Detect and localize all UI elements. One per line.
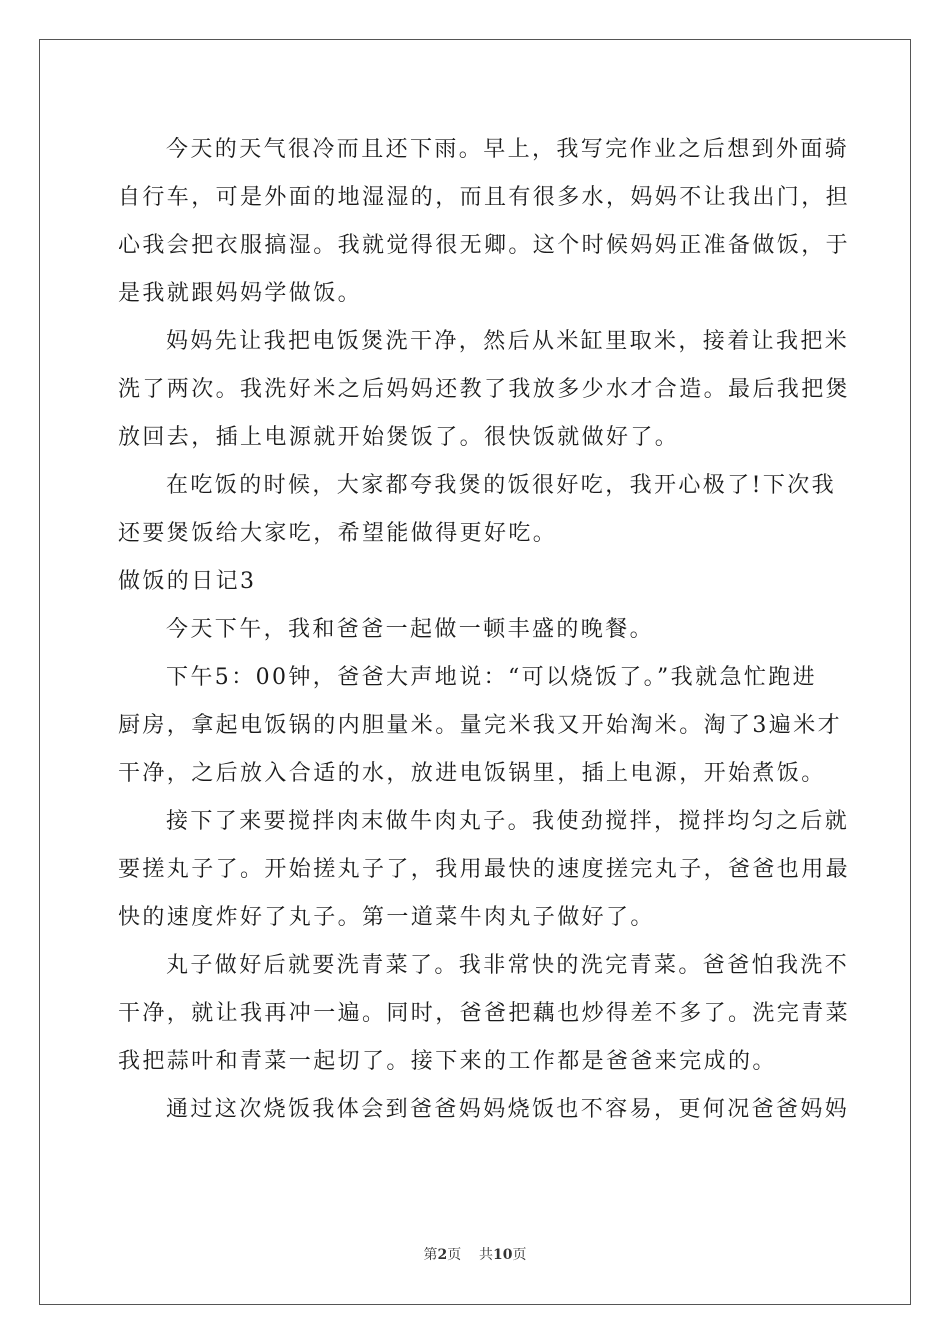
page-footer — [0, 1245, 950, 1265]
text-line: 洗了两次。我洗好米之后妈妈还教了我放多少水才合造。最后我把煲 — [118, 377, 851, 402]
text-line: 还要煲饭给大家吃，希望能做得更好吃。 — [118, 521, 558, 546]
text-line: 心我会把衣服搞湿。我就觉得很无卿。这个时候妈妈正准备做饭，于 — [118, 233, 851, 258]
text-line: 快的速度炸好了丸子。第一道菜牛肉丸子做好了。 — [118, 905, 655, 930]
text-line: 干净，之后放入合适的水，放进电饭锅里，插上电源，开始煮饭。 — [118, 761, 826, 786]
text-line: 今天的天气很冷而且还下雨。早上，我写完作业之后想到外面骑 — [166, 137, 850, 162]
section-heading: 做饭的日记3 — [118, 569, 257, 594]
text-line: 厨房，拿起电饭锅的内胆量米。量完米我又开始淘米。淘了3遍米才 — [118, 713, 842, 738]
text-line: 今天下午，我和爸爸一起做一顿丰盛的晚餐。 — [166, 617, 655, 642]
text-line: 妈妈先让我把电饭煲洗干净，然后从米缸里取米，接着让我把米 — [166, 329, 850, 354]
text-line: 接下了来要搅拌肉末做牛肉丸子。我使劲搅拌，搅拌均匀之后就 — [166, 809, 850, 834]
page-suffix: 页 — [447, 1247, 462, 1263]
total-suffix: 页 — [512, 1247, 527, 1263]
text-line: 放回去，插上电源就开始煲饭了。很快饭就做好了。 — [118, 425, 680, 450]
total-pages: 10 — [493, 1247, 513, 1263]
document-body — [118, 126, 851, 1134]
text-line: 丸子做好后就要洗青菜了。我非常快的洗完青菜。爸爸怕我洗不 — [166, 953, 850, 978]
text-line: 是我就跟妈妈学做饭。 — [118, 281, 363, 306]
page-number: 2 — [437, 1247, 448, 1263]
total-prefix: 共 — [479, 1247, 494, 1263]
text-line: 在吃饭的时候，大家都夸我煲的饭很好吃，我开心极了!下次我 — [166, 473, 837, 498]
text-line: 自行车，可是外面的地湿湿的，而且有很多水，妈妈不让我出门，担 — [118, 185, 851, 210]
text-line: 干净，就让我再冲一遍。同时，爸爸把藕也炒得差不多了。洗完青菜 — [118, 1001, 851, 1026]
text-line: 通过这次烧饭我体会到爸爸妈妈烧饭也不容易，更何况爸爸妈妈 — [166, 1097, 850, 1122]
text-line: 要搓丸子了。开始搓丸子了，我用最快的速度搓完丸子，爸爸也用最 — [118, 857, 851, 882]
page-prefix: 第 — [423, 1247, 438, 1263]
text-line: 我把蒜叶和青菜一起切了。接下来的工作都是爸爸来完成的。 — [118, 1049, 777, 1074]
text-line: 下午5：00钟，爸爸大声地说：“可以烧饭了。”我就急忙跑进 — [166, 665, 818, 690]
